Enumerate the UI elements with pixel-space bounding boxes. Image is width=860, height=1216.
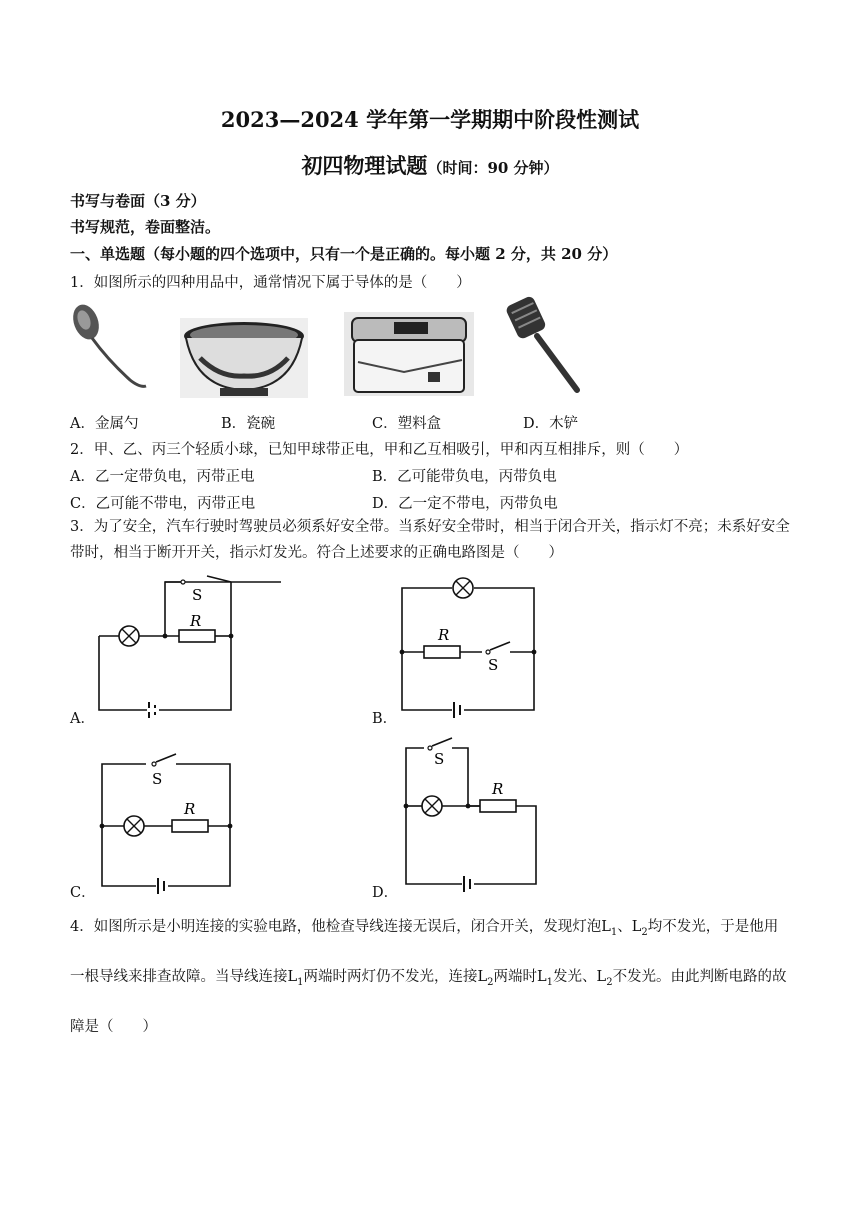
q4-stem [70, 905, 792, 1049]
q1-option-c: C．塑料盒 [372, 416, 442, 432]
q4-l2: L [631, 919, 642, 935]
circuit-a [95, 574, 235, 719]
circuit-b-switch-label: S [488, 656, 499, 674]
q4-text-5: 发光、 [553, 968, 597, 985]
circuit-b-resistor-label: R [438, 626, 450, 644]
circuit-a-resistor-label: R [190, 612, 202, 630]
q4-text-2: 均不发光，于是他用一根导线来排查故障。当导线连接 [70, 919, 779, 985]
circuit-d-switch-label: S [434, 750, 445, 768]
exam-title: 2023—2024 学年第一学期期中阶段性测试 [220, 107, 640, 132]
q4-sep: 、 [617, 919, 632, 935]
circuit-c [98, 752, 238, 892]
subtitle-note: （时间：90 分钟） [427, 159, 559, 177]
wooden-spatula-picture [505, 298, 585, 398]
q1-option-a: A．金属勺 [70, 416, 139, 432]
q2-option-d: D．乙一定不带电，丙带负电 [372, 496, 558, 512]
q4-l1-sub: 1 [610, 926, 618, 938]
q2-option-b: B．乙可能带负电，丙带负电 [372, 469, 557, 485]
q2-stem: 2．甲、乙、丙三个轻质小球，已知甲球带正电，甲和乙互相吸引，甲和丙互相排斥，则（ ） [70, 442, 689, 458]
q4-text-1: 4．如图所示是小明连接的实验电路，他检查导线连接无误后，闭合开关，发现灯泡 [70, 919, 602, 935]
q4-text-4: 两端时 [493, 968, 538, 985]
plastic-box-picture [344, 312, 474, 396]
circuit-d-resistor-label: R [492, 780, 504, 798]
exam-subtitle [0, 150, 860, 180]
bowl-picture [180, 318, 308, 398]
q4-text-3: 两端时两灯仍不发光，连接 [303, 968, 478, 985]
q4-l1b-sub: 1 [297, 976, 304, 988]
subtitle-main: 初四物理试题 [301, 153, 428, 178]
q2-option-c: C．乙可能不带电，丙带正电 [70, 496, 256, 512]
writing-heading: 书写与卷面（3 分） [70, 192, 206, 210]
circuit-d [402, 736, 542, 892]
circuit-a-switch-label: S [192, 586, 203, 604]
q2-option-a: A．乙一定带负电，丙带正电 [70, 469, 255, 485]
q1-option-b: B．瓷碗 [221, 416, 276, 432]
q4-l2c-sub: 2 [606, 976, 613, 988]
q1-stem: 1．如图所示的四种用品中，通常情况下属于导体的是（ ） [70, 275, 471, 291]
circuit-c-resistor-label: R [184, 800, 196, 818]
q4-l2b: L [477, 968, 488, 985]
q3-option-b: B． [372, 711, 398, 727]
q3-option-d: D． [372, 885, 399, 901]
q3-option-a: A． [70, 711, 95, 727]
q4-l1c-sub: 1 [546, 976, 554, 988]
circuit-b [398, 574, 538, 719]
q3-option-c: C． [70, 885, 96, 901]
q4-l1b: L [287, 968, 298, 985]
q4-l1: L [601, 919, 611, 935]
circuit-c-switch-label: S [152, 770, 163, 788]
spoon-picture [68, 300, 158, 395]
q4-l2c: L [596, 968, 607, 985]
section1-heading: 一、单选题（每小题的四个选项中，只有一个是正确的。每小题 2 分，共 20 分） [70, 245, 618, 263]
writing-text: 书写规范，卷面整洁。 [70, 218, 221, 236]
q1-option-d: D．木铲 [523, 416, 579, 432]
q4-l1c: L [537, 968, 547, 985]
q4-l2b-sub: 2 [487, 976, 494, 988]
q3-stem: 3．为了安全，汽车行驶时驾驶员必须系好安全带。当系好安全带时，相当于闭合开关，指示灯不亮；未系好安全带时，相当于断开开关，指示灯发光。符合上述要求的正确电路图是（ ） [70, 519, 790, 561]
q4-l2-sub: 2 [641, 926, 648, 938]
q4-text-6: 不发光。由此判断电路的故障是（ ） [70, 968, 787, 1035]
